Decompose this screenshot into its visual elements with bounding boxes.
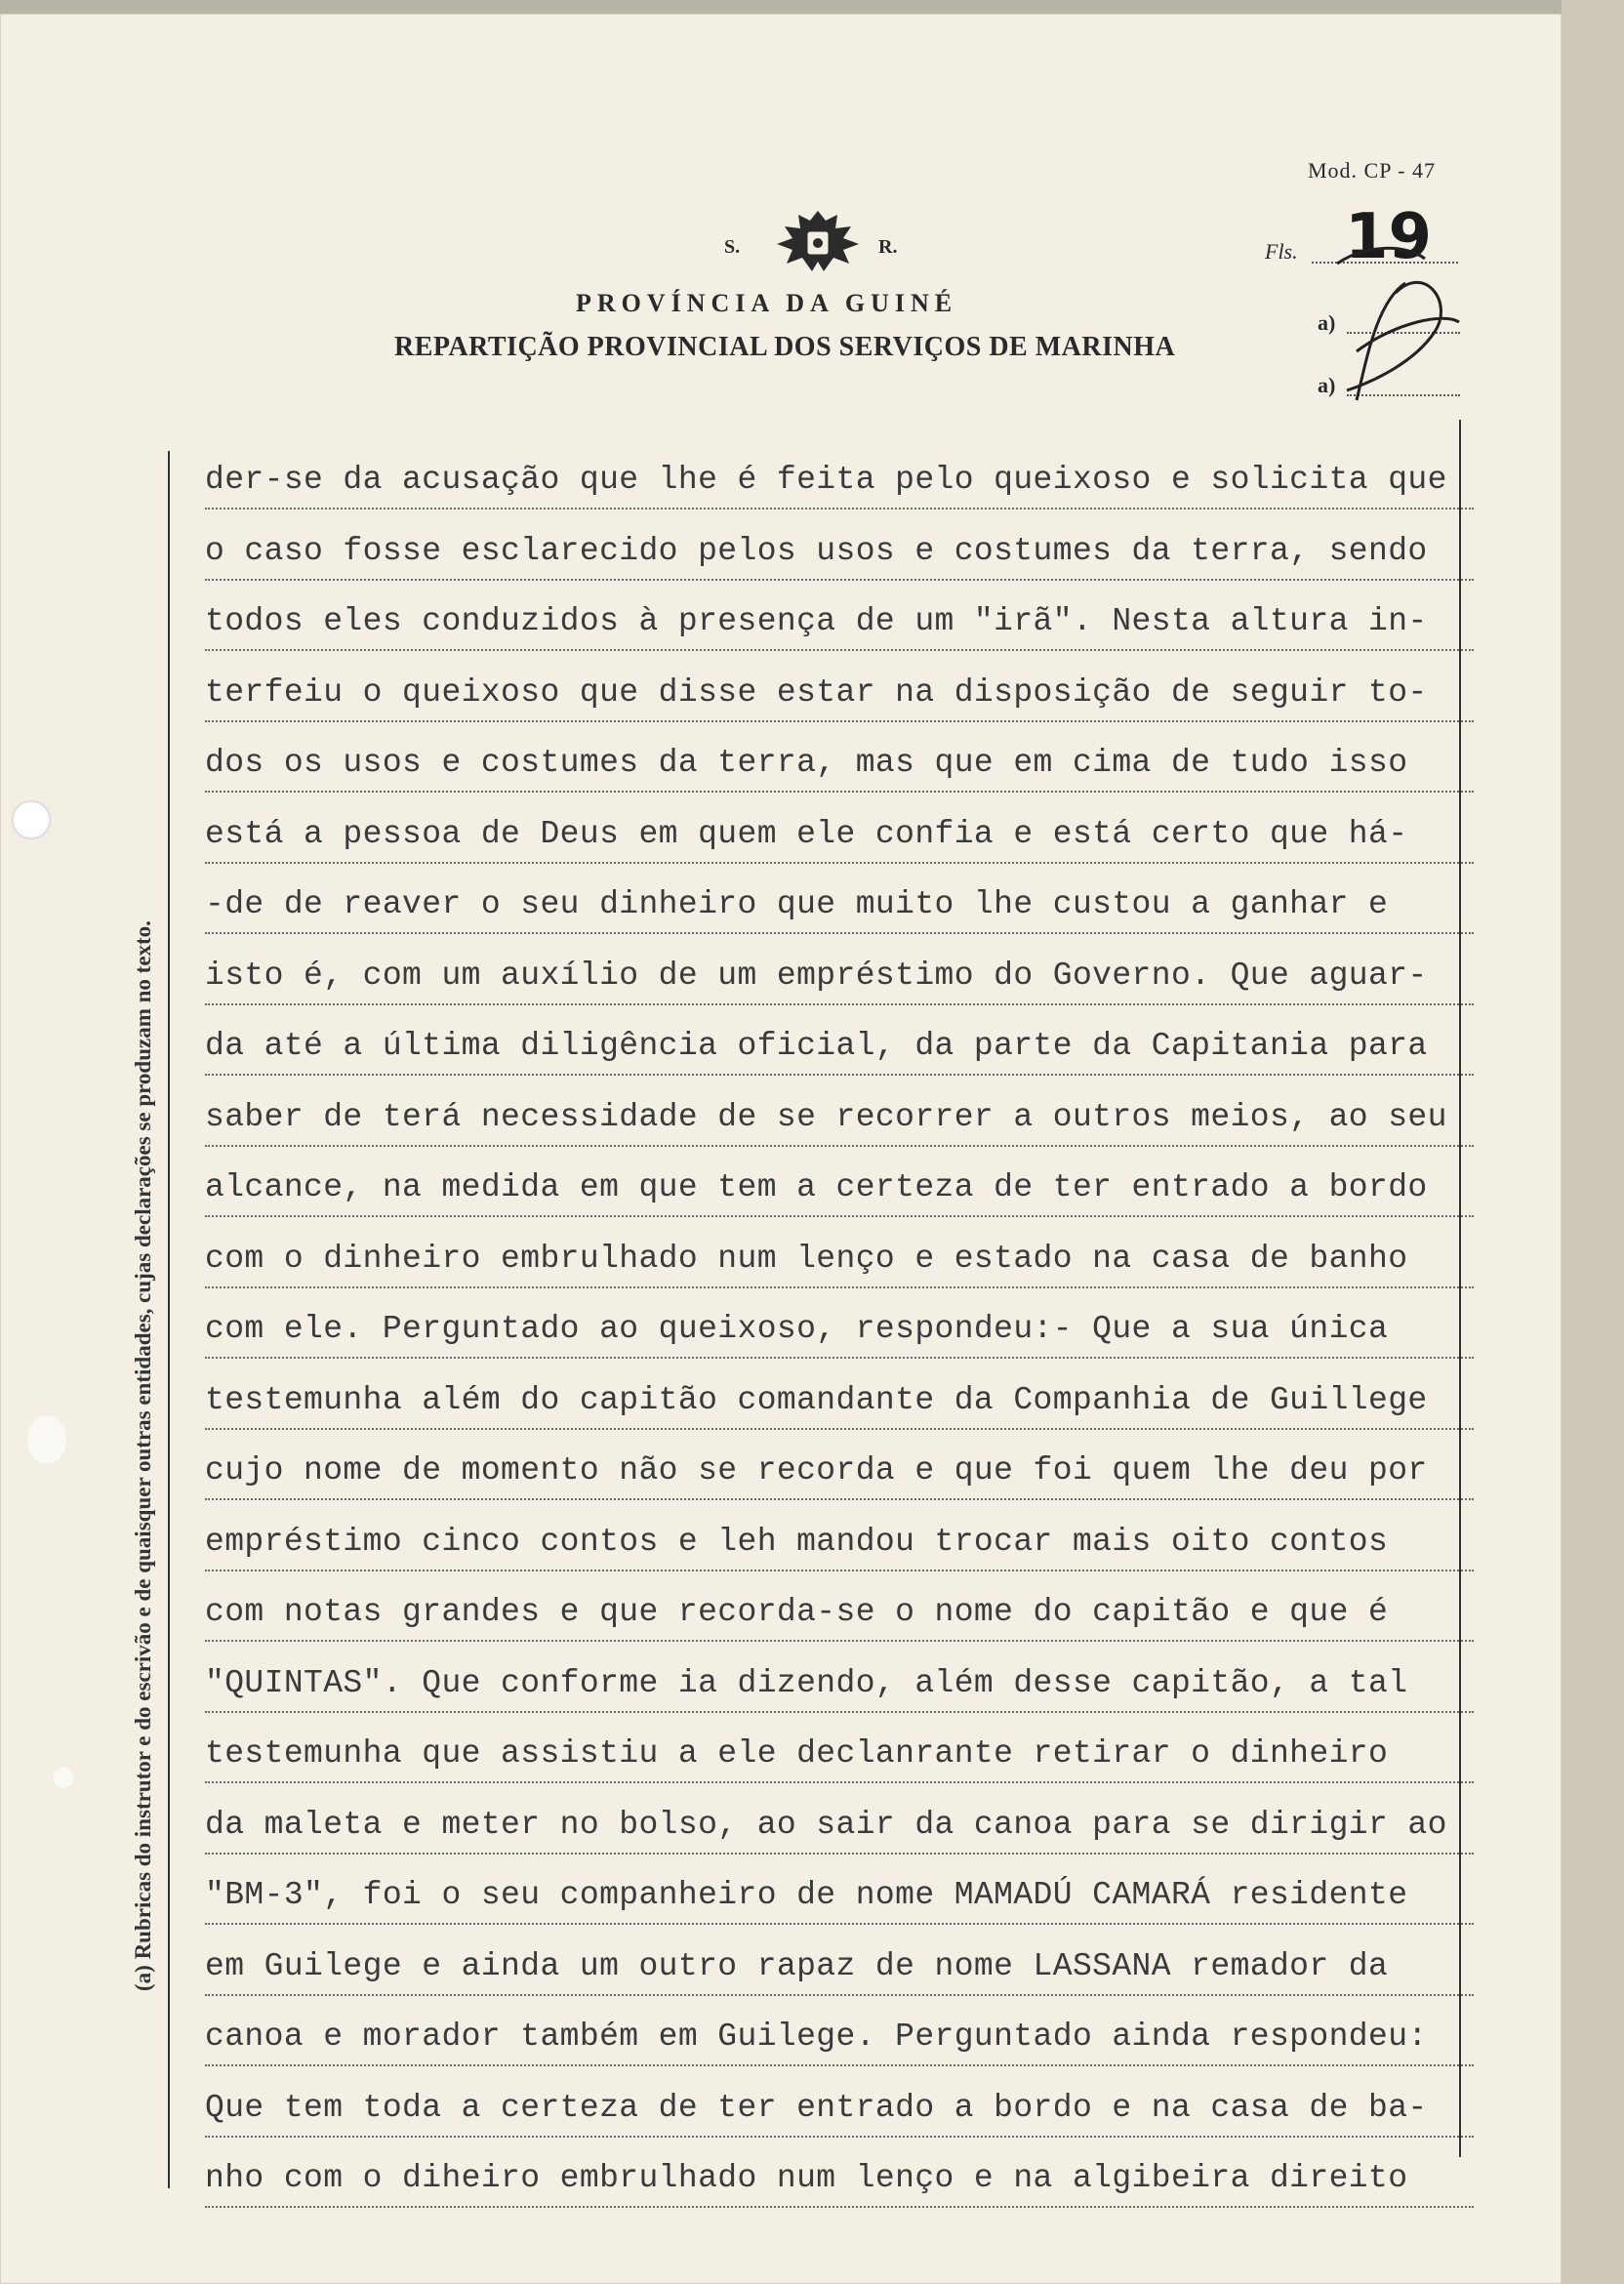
rubric-label-1: a) (1318, 310, 1336, 335)
text-line: cujo nome de momento não se recorda e que foi quem lhe deu por (205, 1449, 1474, 1500)
form-model-code: Mod. CP - 47 (1308, 158, 1436, 183)
text-line: todos eles conduzidos à presença de um "irã". Nesta altura in- (205, 600, 1474, 651)
punch-hole (12, 800, 51, 839)
scan-right-edge (1562, 0, 1624, 2284)
paper-stain (54, 1767, 73, 1788)
text-line: está a pessoa de Deus em quem ele confia e está certo que há- (205, 813, 1474, 864)
folio-number: 19 (1345, 201, 1433, 273)
text-line: saber de terá necessidade de se recorrer a outros meios, ao seu (205, 1096, 1474, 1147)
paper-stain (27, 1415, 66, 1464)
text-line: em Guilege e ainda um outro rapaz de nome LASSANA remador da (205, 1945, 1474, 1996)
text-line: o caso fosse esclarecido pelos usos e costumes da terra, sendo (205, 530, 1474, 581)
text-line: Que tem toda a certeza de ter entrado a bordo e na casa de ba- (205, 2087, 1474, 2138)
coat-of-arms-icon (769, 207, 867, 275)
emblem-right-letter: R. (878, 236, 898, 258)
text-line: com ele. Perguntado ao queixoso, respondeu:- Que a sua única (205, 1308, 1474, 1359)
text-line: "BM-3", foi o seu companheiro de nome MAMADÚ CAMARÁ residente (205, 1874, 1474, 1925)
text-line: isto é, com um auxílio de um empréstimo do Governo. Que aguar- (205, 955, 1474, 1005)
province-heading: PROVÍNCIA DA GUINÉ (576, 289, 958, 317)
text-line: testemunha que assistiu a ele declanrante retirar o dinheiro (205, 1733, 1474, 1783)
scan-top-edge (0, 0, 1624, 14)
text-line: canoa e morador também em Guilege. Perguntado ainda respondeu: (205, 2016, 1474, 2066)
emblem-left-letter: S. (724, 236, 741, 258)
text-line: nho com o diheiro embrulhado num lenço e na algibeira direito (205, 2157, 1474, 2208)
rubric-label-2: a) (1318, 373, 1336, 397)
text-line: da maleta e meter no bolso, ao sair da canoa para se dirigir ao (205, 1804, 1474, 1855)
text-line: terfeiu o queixoso que disse estar na disposição de seguir to- (205, 672, 1474, 722)
text-line: der-se da acusação que lhe é feita pelo queixoso e solicita que (205, 459, 1474, 510)
text-line: -de de reaver o seu dinheiro que muito lhe custou a ganhar e (205, 883, 1474, 934)
left-margin-rule (168, 451, 170, 2188)
text-line: empréstimo cinco contos e leh mandou trocar mais oito contos (205, 1521, 1474, 1571)
emblem-row (712, 207, 927, 275)
typed-testimony-text (205, 459, 1474, 2228)
text-line: "QUINTAS". Que conforme ia dizendo, além desse capitão, a tal (205, 1662, 1474, 1713)
folio-label: Fls. (1265, 239, 1298, 264)
text-line: testemunha além do capitão comandante da Companhia de Guillege (205, 1379, 1474, 1430)
handwritten-rubric-signature (1337, 244, 1464, 410)
text-line: com o dinheiro embrulhado num lenço e estado na casa de banho (205, 1238, 1474, 1288)
text-line: com notas grandes e que recorda-se o nome do capitão e que é (205, 1591, 1474, 1642)
margin-footnote: (a) Rubricas do instrutor e do escrivão e de quaisquer outras entidades, cujas declarações se produzam no texto. (131, 920, 155, 1991)
text-line: da até a última diligência oficial, da parte da Capitania para (205, 1025, 1474, 1076)
text-line: dos os usos e costumes da terra, mas que em cima de tudo isso (205, 742, 1474, 793)
text-line: alcance, na medida em que tem a certeza de ter entrado a bordo (205, 1166, 1474, 1217)
department-heading: REPARTIÇÃO PROVINCIAL DOS SERVIÇOS DE MARINHA (394, 332, 1176, 362)
